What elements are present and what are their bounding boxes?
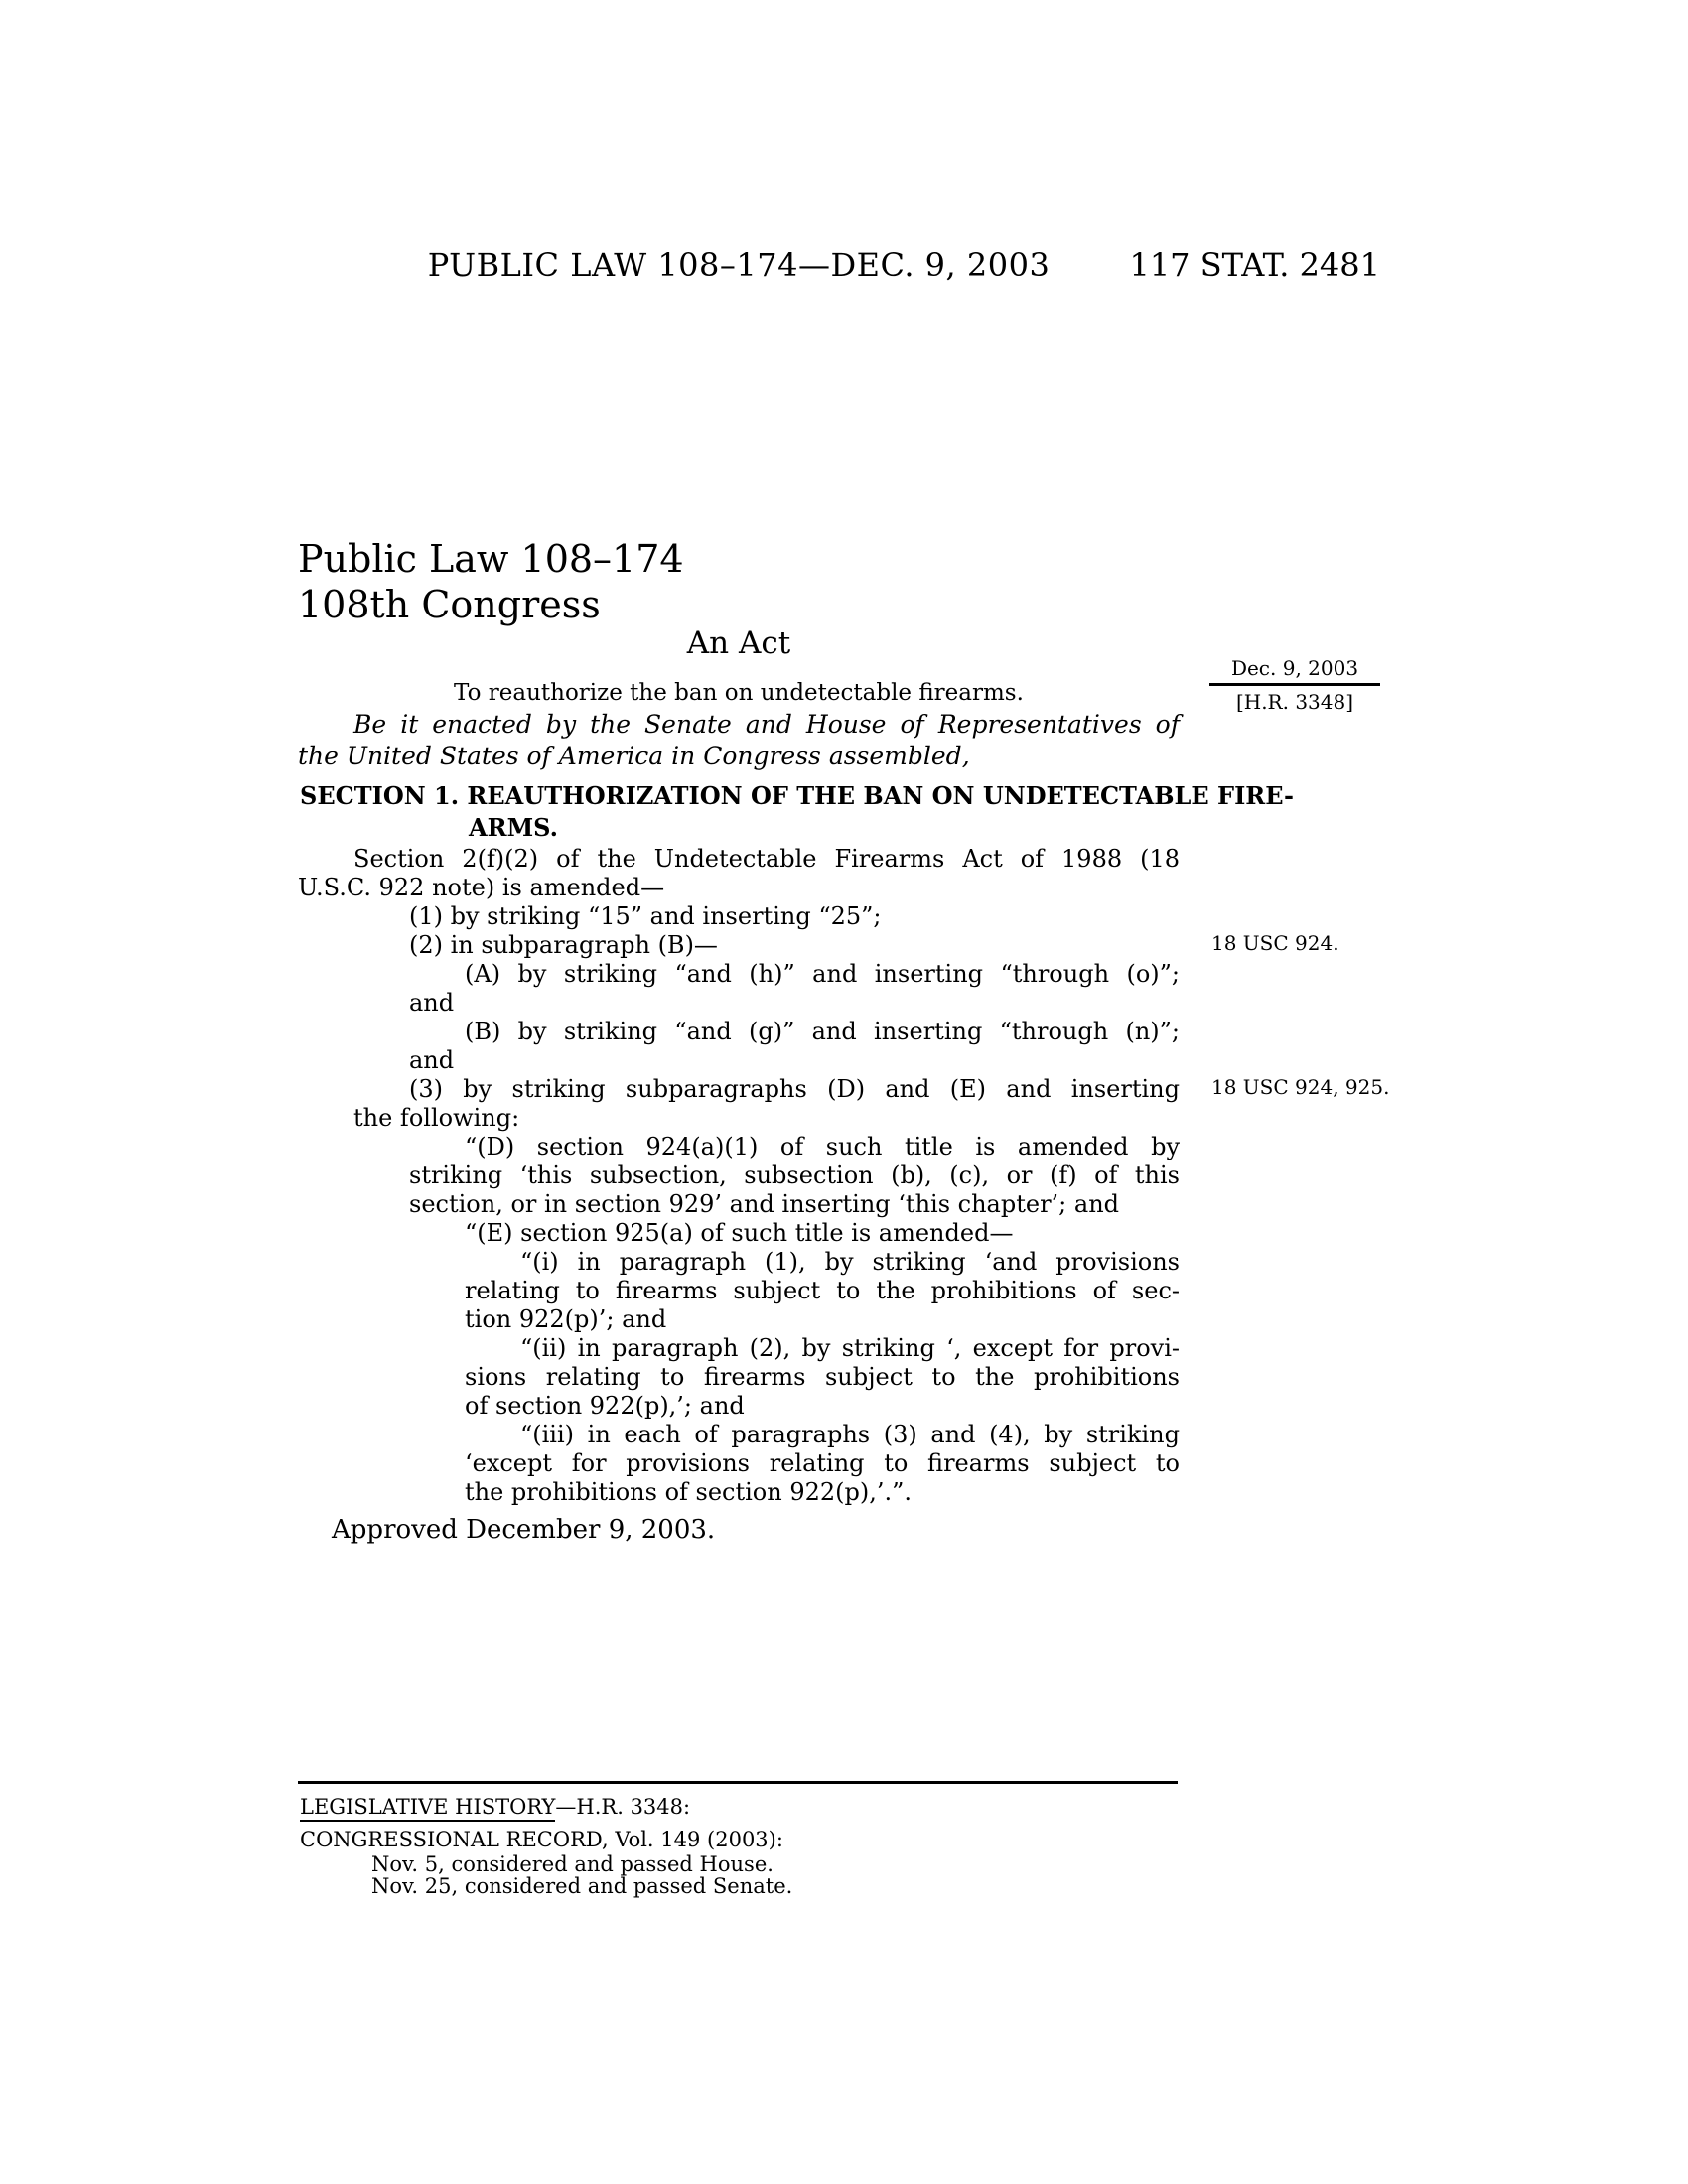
statute-line: (3) by striking subparagraphs (D) and (E) and inserting: [409, 1075, 1180, 1103]
legislative-history-bill: —H.R. 3348:: [555, 1795, 691, 1819]
approval-line: Approved December 9, 2003.: [332, 1515, 716, 1545]
statute-line: (A) by striking “and (h)” and inserting “through (o)”;: [465, 960, 1180, 988]
statute-line: (2) in subparagraph (B)—: [409, 931, 718, 959]
enacting-line: the United States of America in Congress assembled,: [298, 742, 970, 770]
statute-line: ‘except for provisions relating to firearms subject to: [465, 1449, 1180, 1477]
statute-paragraph: [298, 845, 1180, 902]
margin-note-usc-924-925: 18 USC 924, 925.: [1211, 1075, 1390, 1099]
running-head-stat: 117 STAT. 2481: [1129, 246, 1380, 284]
statute-line: and: [409, 989, 455, 1017]
history-entry-house: Nov. 5, considered and passed House.: [371, 1852, 774, 1876]
running-head-law: PUBLIC LAW 108–174—DEC. 9, 2003: [427, 246, 1051, 284]
footer-rule: [298, 1781, 1178, 1784]
statute-line: tion 922(p)’; and: [465, 1305, 667, 1333]
margin-bill-number: [H.R. 3348]: [1235, 690, 1354, 714]
statute-line: and: [409, 1046, 455, 1074]
margin-date-rule: [1209, 683, 1380, 686]
statute-line: U.S.C. 922 note) is amended—: [298, 874, 665, 901]
statute-paragraph: [409, 960, 1180, 1018]
act-purpose: To reauthorize the ban on undetectable firearms.: [454, 680, 1024, 706]
statute-paragraph: [353, 902, 1180, 931]
statute-line: relating to firearms subject to the prohibitions of sec-: [465, 1277, 1180, 1304]
statute-line: “(ii) in paragraph (2), by striking ‘, except for provi-: [520, 1334, 1180, 1362]
statute-line: “(E) section 925(a) of such title is amended—: [465, 1219, 1014, 1247]
statute-body: [298, 845, 1180, 1507]
enacting-line: Be it enacted by the Senate and House of Representatives of: [353, 710, 1180, 739]
statute-line: section, or in section 929’ and inserting ‘this chapter’; and: [409, 1190, 1120, 1218]
statute-line: the following:: [353, 1104, 520, 1132]
statute-paragraph: [465, 1248, 1180, 1334]
section-heading: [300, 780, 1294, 844]
legislative-history-heading: [300, 1795, 690, 1819]
congressional-record-line: CONGRESSIONAL RECORD, Vol. 149 (2003):: [300, 1828, 783, 1851]
statute-paragraph: [465, 1421, 1180, 1507]
act-heading: An Act: [686, 625, 791, 661]
statute-paragraph: [409, 1133, 1180, 1219]
statute-line: “(D) section 924(a)(1) of such title is amended by: [465, 1133, 1180, 1160]
section-heading-line: SECTION 1. REAUTHORIZATION OF THE BAN ON UNDETECTABLE FIRE-: [300, 781, 1294, 810]
statute-line: the prohibitions of section 922(p),’.”.: [465, 1478, 913, 1506]
section-heading-line: ARMS.: [469, 813, 558, 842]
statute-paragraph: [409, 1018, 1180, 1075]
statute-line: striking ‘this subsection, subsection (b), (c), or (f) of this: [409, 1161, 1180, 1189]
statute-paragraph: [465, 1334, 1180, 1421]
statute-line: of section 922(p),’; and: [465, 1392, 745, 1420]
law-number: Public Law 108–174: [298, 537, 684, 581]
history-entry-senate: Nov. 25, considered and passed Senate.: [371, 1874, 793, 1898]
legislative-history-label: LEGISLATIVE HISTORY: [300, 1795, 555, 1822]
statute-paragraph: [353, 1075, 1180, 1133]
enacting-clause: [298, 709, 1180, 772]
statute-paragraph: [409, 1219, 1180, 1248]
congress-number: 108th Congress: [298, 583, 601, 626]
margin-note-usc-924: 18 USC 924.: [1211, 931, 1339, 955]
statute-paragraph: [353, 931, 1180, 960]
law-title: [298, 536, 684, 627]
statute-line: “(i) in paragraph (1), by striking ‘and provisions: [520, 1248, 1180, 1276]
statute-line: sions relating to firearms subject to the prohibitions: [465, 1363, 1180, 1391]
margin-date-block: [1209, 655, 1380, 715]
statute-line: Section 2(f)(2) of the Undetectable Firearms Act of 1988 (18: [353, 845, 1180, 873]
statute-line: (B) by striking “and (g)” and inserting “through (n)”;: [465, 1018, 1180, 1045]
statute-line: “(iii) in each of paragraphs (3) and (4), by striking: [520, 1421, 1180, 1448]
statute-line: (1) by striking “15” and inserting “25”;: [409, 902, 882, 930]
margin-date: Dec. 9, 2003: [1230, 656, 1359, 680]
